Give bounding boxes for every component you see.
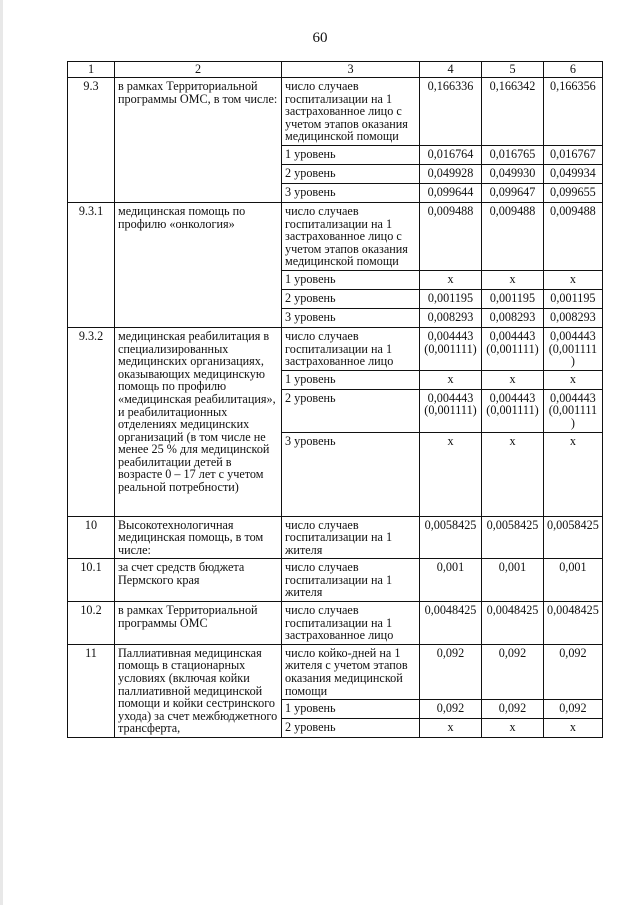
level-label: 3 уровень bbox=[282, 183, 420, 202]
header-col-6: 6 bbox=[544, 62, 603, 78]
level-label: 1 уровень bbox=[282, 270, 420, 289]
table-row bbox=[68, 559, 603, 602]
value-col-6: х bbox=[544, 270, 603, 289]
value-col-6: 0,004443 (0,001111 ) bbox=[544, 327, 603, 370]
value-col-6: 0,092 bbox=[544, 644, 603, 699]
table-row bbox=[68, 78, 603, 146]
value-col-4: х bbox=[420, 432, 482, 516]
level-label: 2 уровень bbox=[282, 719, 420, 738]
row-name: в рамках Территориальной программы ОМС bbox=[115, 602, 282, 645]
value-col-4: х bbox=[420, 719, 482, 738]
level-label: 1 уровень bbox=[282, 700, 420, 719]
value-col-4: х bbox=[420, 370, 482, 389]
value-col-5: х bbox=[482, 270, 544, 289]
value-col-6: 0,166356 bbox=[544, 78, 603, 146]
value-col-5: 0,001195 bbox=[482, 289, 544, 308]
value-col-5: х bbox=[482, 719, 544, 738]
row-name: в рамках Территориальной программы ОМС, в том числе: bbox=[115, 78, 282, 203]
row-indicator: число случаев госпитализации на 1 жителя bbox=[282, 516, 420, 559]
page-number: 60 bbox=[312, 30, 328, 46]
value-col-5: 0,099647 bbox=[482, 183, 544, 202]
value-col-5: 0,004443 (0,001111) bbox=[482, 389, 544, 432]
value-col-4: 0,016764 bbox=[420, 145, 482, 164]
header-col-2: 2 bbox=[115, 62, 282, 78]
value-col-5: 0,016765 bbox=[482, 145, 544, 164]
value-col-6: х bbox=[544, 370, 603, 389]
value-col-6: 0,008293 bbox=[544, 308, 603, 327]
value-col-5: 0,001 bbox=[482, 559, 544, 602]
value-col-5: 0,008293 bbox=[482, 308, 544, 327]
level-label: 1 уровень bbox=[282, 145, 420, 164]
row-name: за счет средств бюджета Пермского края bbox=[115, 559, 282, 602]
row-indicator: число случаев госпитализации на 1 застрахованное лицо с учетом этапов оказания медицинской помощи bbox=[282, 78, 420, 146]
value-col-4: 0,004443 (0,001111) bbox=[420, 389, 482, 432]
value-col-4: 0,049928 bbox=[420, 164, 482, 183]
value-col-5: 0,004443 (0,001111) bbox=[482, 327, 544, 370]
value-col-4: 0,004443 (0,001111) bbox=[420, 327, 482, 370]
value-col-5: 0,092 bbox=[482, 644, 544, 699]
value-col-6: 0,0058425 bbox=[544, 516, 603, 559]
row-code: 10.1 bbox=[68, 559, 115, 602]
level-label: 2 уровень bbox=[282, 164, 420, 183]
header-col-5: 5 bbox=[482, 62, 544, 78]
value-col-6: 0,001 bbox=[544, 559, 603, 602]
level-label: 2 уровень bbox=[282, 389, 420, 432]
level-label: 3 уровень bbox=[282, 308, 420, 327]
scan-edge bbox=[0, 0, 3, 905]
value-col-5: 0,0048425 bbox=[482, 602, 544, 645]
value-col-4: 0,166336 bbox=[420, 78, 482, 146]
value-col-6: 0,001195 bbox=[544, 289, 603, 308]
row-code: 10.2 bbox=[68, 602, 115, 645]
row-name: медицинская реабилитация в специализированных медицинских организациях, оказывающих медицинскую помощь по профилю «медицинская реабилитация», и реабилитационных отделениях медицинских организаций (в том числе не менее 25 % для медицинской реабилитации детей в возрасте 0 – 17 лет с учетом реальной потребности) bbox=[115, 327, 282, 516]
value-col-4: 0,009488 bbox=[420, 202, 482, 270]
value-col-4: 0,001 bbox=[420, 559, 482, 602]
row-indicator: число койко-дней на 1 жителя с учетом этапов оказания медицинской помощи bbox=[282, 644, 420, 699]
row-indicator: число случаев госпитализации на 1 жителя bbox=[282, 559, 420, 602]
value-col-6: 0,049934 bbox=[544, 164, 603, 183]
value-col-4: 0,092 bbox=[420, 700, 482, 719]
value-col-6: х bbox=[544, 432, 603, 516]
value-col-6: 0,009488 bbox=[544, 202, 603, 270]
table-row bbox=[68, 644, 603, 699]
level-label: 3 уровень bbox=[282, 432, 420, 516]
row-name: медицинская помощь по профилю «онкология» bbox=[115, 202, 282, 327]
value-col-4: 0,099644 bbox=[420, 183, 482, 202]
header-col-3: 3 bbox=[282, 62, 420, 78]
value-col-5: 0,009488 bbox=[482, 202, 544, 270]
level-label: 1 уровень bbox=[282, 370, 420, 389]
row-code: 9.3 bbox=[68, 78, 115, 203]
value-col-5: 0,092 bbox=[482, 700, 544, 719]
value-col-5: х bbox=[482, 370, 544, 389]
value-col-6: 0,092 bbox=[544, 700, 603, 719]
value-col-4: х bbox=[420, 270, 482, 289]
table-row bbox=[68, 516, 603, 559]
value-col-4: 0,0058425 bbox=[420, 516, 482, 559]
row-indicator: число случаев госпитализации на 1 застрахованное лицо bbox=[282, 327, 420, 370]
row-code: 10 bbox=[68, 516, 115, 559]
value-col-5: х bbox=[482, 432, 544, 516]
table-header-row bbox=[68, 62, 603, 78]
table-row bbox=[68, 602, 603, 645]
value-col-5: 0,0058425 bbox=[482, 516, 544, 559]
value-col-6: 0,016767 bbox=[544, 145, 603, 164]
value-col-4: 0,0048425 bbox=[420, 602, 482, 645]
value-col-6: 0,004443 (0,001111 ) bbox=[544, 389, 603, 432]
header-col-4: 4 bbox=[420, 62, 482, 78]
row-indicator: число случаев госпитализации на 1 застрахованное лицо с учетом этапов оказания медицинской помощи bbox=[282, 202, 420, 270]
header-col-1: 1 bbox=[68, 62, 115, 78]
value-col-5: 0,049930 bbox=[482, 164, 544, 183]
value-col-4: 0,092 bbox=[420, 644, 482, 699]
value-col-4: 0,001195 bbox=[420, 289, 482, 308]
value-col-6: 0,099655 bbox=[544, 183, 603, 202]
value-col-4: 0,008293 bbox=[420, 308, 482, 327]
row-code: 11 bbox=[68, 644, 115, 737]
row-code: 9.3.2 bbox=[68, 327, 115, 516]
indicators-table bbox=[67, 61, 603, 738]
value-col-6: 0,0048425 bbox=[544, 602, 603, 645]
row-code: 9.3.1 bbox=[68, 202, 115, 327]
table-row bbox=[68, 202, 603, 270]
level-label: 2 уровень bbox=[282, 289, 420, 308]
value-col-6: х bbox=[544, 719, 603, 738]
row-name: Паллиативная медицинская помощь в стационарных условиях (включая койки паллиативной медицинской помощи и койки сестринского ухода) за счет межбюджетного трансферта, bbox=[115, 644, 282, 737]
row-name: Высокотехнологичная медицинская помощь, в том числе: bbox=[115, 516, 282, 559]
table-row bbox=[68, 327, 603, 370]
row-indicator: число случаев госпитализации на 1 застрахованное лицо bbox=[282, 602, 420, 645]
value-col-5: 0,166342 bbox=[482, 78, 544, 146]
